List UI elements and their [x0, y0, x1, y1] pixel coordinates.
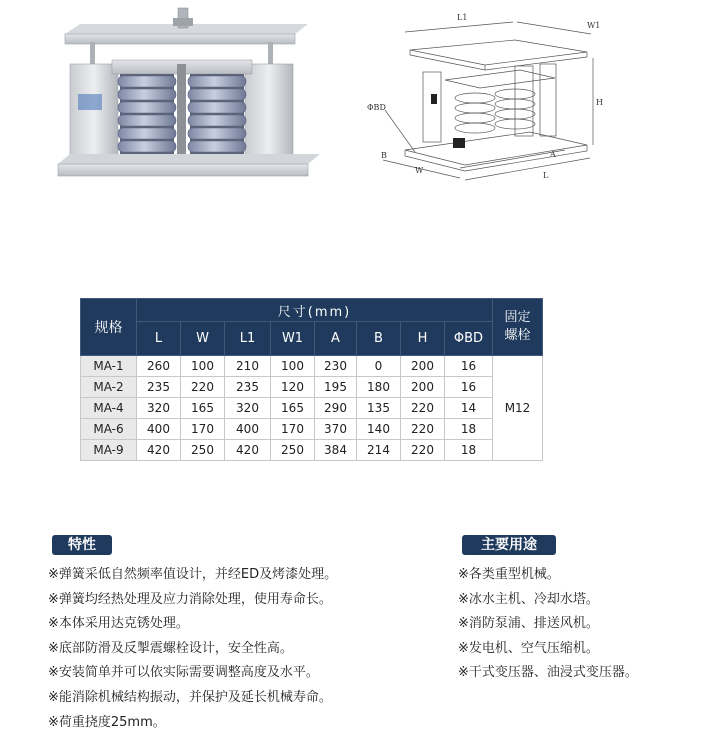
- drawing-label-l: L: [543, 171, 549, 180]
- uses-list: [458, 565, 638, 688]
- column-header: W1: [271, 322, 315, 356]
- value-cell: 165: [181, 398, 225, 419]
- table-row: [81, 377, 543, 398]
- value-cell: 260: [137, 356, 181, 377]
- table-row: [81, 419, 543, 440]
- value-cell: 100: [271, 356, 315, 377]
- dimension-drawing: [365, 10, 605, 190]
- value-cell: 200: [401, 356, 445, 377]
- value-cell: 235: [137, 377, 181, 398]
- value-cell: 195: [315, 377, 357, 398]
- value-cell: 200: [401, 377, 445, 398]
- value-cell: 14: [445, 398, 493, 419]
- value-cell: 16: [445, 377, 493, 398]
- model-header: 规格: [81, 299, 137, 356]
- table-row: [81, 440, 543, 461]
- value-cell: 210: [225, 356, 271, 377]
- column-header: ΦBD: [445, 322, 493, 356]
- use-item: ※消防泵浦、排送风机。: [458, 616, 599, 632]
- use-item: ※发电机、空气压缩机。: [458, 640, 599, 656]
- model-cell: MA-9: [81, 440, 137, 461]
- value-cell: 420: [137, 440, 181, 461]
- value-cell: 420: [225, 440, 271, 461]
- value-cell: 290: [315, 398, 357, 419]
- value-cell: 250: [181, 440, 225, 461]
- value-cell: 214: [357, 440, 401, 461]
- value-cell: 170: [181, 419, 225, 440]
- value-cell: 16: [445, 356, 493, 377]
- feature-item: ※能消除机械结构振动，并保护及延长机械寿命。: [48, 689, 332, 705]
- use-item: ※各类重型机械。: [458, 567, 560, 582]
- value-cell: 230: [315, 356, 357, 377]
- table-row: [81, 356, 543, 377]
- product-photo: [40, 4, 330, 184]
- bolt-cell: M12: [493, 356, 543, 461]
- feature-item: ※本体采用达克锈处理。: [48, 616, 189, 632]
- value-cell: 220: [181, 377, 225, 398]
- bolt-header-line1: 固定: [504, 310, 531, 325]
- drawing-label-h: H: [596, 98, 603, 107]
- value-cell: 100: [181, 356, 225, 377]
- column-header: W: [181, 322, 225, 356]
- value-cell: 170: [271, 419, 315, 440]
- model-cell: MA-6: [81, 419, 137, 440]
- dimension-header: 尺寸(mm): [137, 299, 493, 322]
- table-row: [81, 398, 543, 419]
- column-header: L: [137, 322, 181, 356]
- column-header: A: [315, 322, 357, 356]
- value-cell: 165: [271, 398, 315, 419]
- bolt-header: [493, 299, 543, 356]
- drawing-label-w: W: [415, 166, 424, 175]
- value-cell: 135: [357, 398, 401, 419]
- uses-heading: 主要用途: [462, 535, 556, 555]
- drawing-label-a: A: [550, 150, 556, 159]
- drawing-label-b: B: [381, 151, 387, 160]
- value-cell: 180: [357, 377, 401, 398]
- value-cell: 250: [271, 440, 315, 461]
- value-cell: 220: [401, 398, 445, 419]
- feature-item: ※弹簧均经热处理及应力消除处理，使用寿命长。: [48, 591, 332, 607]
- bolt-header-line2: 螺栓: [504, 328, 531, 343]
- drawing-label-bd: ΦBD: [367, 103, 386, 112]
- drawing-label-l1: L1: [457, 13, 468, 22]
- value-cell: 220: [401, 419, 445, 440]
- value-cell: 400: [225, 419, 271, 440]
- value-cell: 18: [445, 440, 493, 461]
- column-header: L1: [225, 322, 271, 356]
- feature-item: ※荷重挠度25mm。: [48, 714, 166, 730]
- features-heading: 特性: [52, 535, 112, 555]
- use-item: ※冰水主机、冷却水塔。: [458, 591, 599, 607]
- spec-table: [80, 298, 543, 461]
- value-cell: 0: [357, 356, 401, 377]
- value-cell: 18: [445, 419, 493, 440]
- value-cell: 235: [225, 377, 271, 398]
- value-cell: 120: [271, 377, 315, 398]
- value-cell: 384: [315, 440, 357, 461]
- value-cell: 320: [137, 398, 181, 419]
- value-cell: 370: [315, 419, 357, 440]
- feature-item: ※底部防滑及反掣震螺栓设计，安全性高。: [48, 640, 293, 656]
- model-cell: MA-4: [81, 398, 137, 419]
- column-header: B: [357, 322, 401, 356]
- model-cell: MA-1: [81, 356, 137, 377]
- value-cell: 320: [225, 398, 271, 419]
- feature-item: ※安装简单并可以依实际需要调整高度及水平。: [48, 665, 319, 681]
- value-cell: 400: [137, 419, 181, 440]
- value-cell: 140: [357, 419, 401, 440]
- feature-item: ※弹簧采低自然频率值设计，并经ED及烤漆处理。: [48, 567, 338, 582]
- model-cell: MA-2: [81, 377, 137, 398]
- features-list: [48, 565, 337, 737]
- drawing-label-w1: W1: [587, 21, 601, 30]
- value-cell: 220: [401, 440, 445, 461]
- use-item: ※干式变压器、油浸式变压器。: [458, 665, 638, 681]
- column-header: H: [401, 322, 445, 356]
